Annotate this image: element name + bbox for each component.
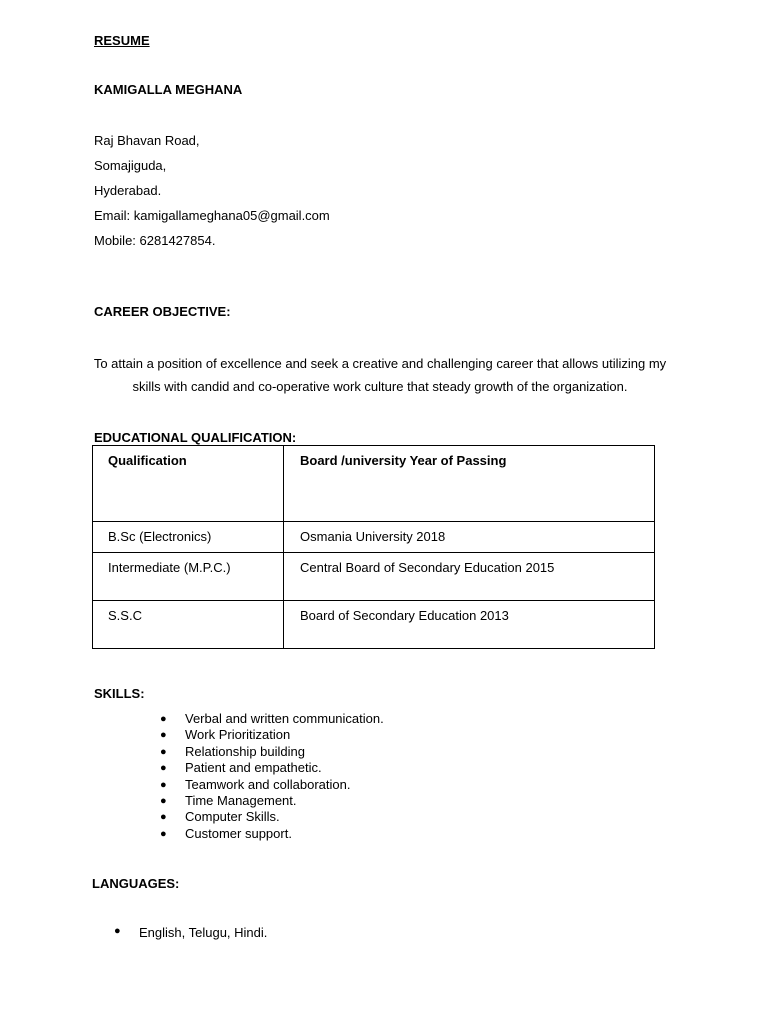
- qualification-cell: S.S.C: [108, 608, 142, 623]
- table-header-row: [93, 446, 655, 522]
- list-item: ● Work Prioritization: [160, 727, 384, 743]
- applicant-name: KAMIGALLA MEGHANA: [94, 82, 243, 97]
- column-header-qualification: Qualification: [108, 453, 187, 468]
- list-item: ● English, Telugu, Hindi.: [114, 925, 267, 940]
- career-objective-heading: CAREER OBJECTIVE:: [94, 304, 231, 319]
- address-line: Raj Bhavan Road,: [94, 133, 200, 148]
- qualification-cell: Intermediate (M.P.C.): [108, 560, 231, 575]
- list-item: ● Patient and empathetic.: [160, 760, 384, 776]
- education-heading: EDUCATIONAL QUALIFICATION:: [94, 430, 297, 445]
- career-objective-text: To attain a position of excellence and seek a creative and challenging career that allows utilizing my skills with candid and co-operative work culture that steady growth of the organization.: [93, 356, 667, 394]
- qualification-cell: B.Sc (Electronics): [108, 529, 212, 544]
- address-line: Somajiguda,: [94, 158, 167, 173]
- board-cell: Osmania University 2018: [300, 529, 446, 544]
- board-cell: Board of Secondary Education 2013: [300, 608, 509, 623]
- list-item: ● Computer Skills.: [160, 809, 384, 825]
- column-header-board: Board /university Year of Passing: [300, 453, 507, 468]
- list-item: ● Relationship building: [160, 744, 384, 760]
- resume-title: RESUME: [94, 33, 150, 48]
- skills-list: [160, 711, 384, 842]
- mobile-line: Mobile: 6281427854.: [94, 233, 216, 248]
- address-line: Hyderabad.: [94, 183, 162, 198]
- list-item: ● Customer support.: [160, 826, 384, 842]
- languages-list: [114, 925, 267, 940]
- list-item: ● Verbal and written communication.: [160, 711, 384, 727]
- languages-heading: LANGUAGES:: [92, 876, 180, 891]
- board-cell: Central Board of Secondary Education 2015: [300, 560, 555, 575]
- list-item: ● Time Management.: [160, 793, 384, 809]
- table-row: [93, 601, 655, 649]
- email-line: Email: kamigallameghana05@gmail.com: [94, 208, 330, 223]
- table-row: [93, 522, 655, 553]
- contact-block: [94, 128, 330, 253]
- table-row: [93, 553, 655, 601]
- skills-heading: SKILLS:: [94, 686, 145, 701]
- education-table: [92, 445, 655, 649]
- list-item: ● Teamwork and collaboration.: [160, 777, 384, 793]
